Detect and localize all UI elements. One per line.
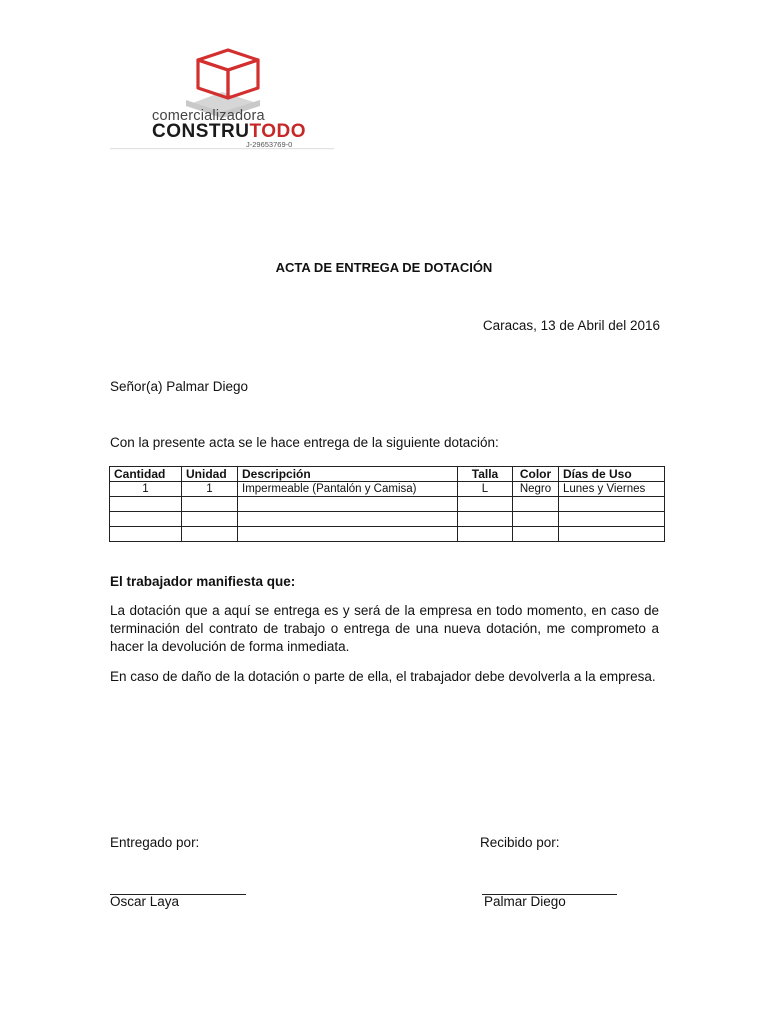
logo-id-number: J-29653769-0 [246, 140, 293, 149]
cell-talla [458, 527, 513, 542]
statement-paragraph-2: En caso de daño de la dotación o parte de ella, el trabajador debe devolverla a la empresa. [110, 669, 656, 684]
cell-dias-de-uso: Lunes y Viernes [559, 482, 665, 497]
header-descripcion: Descripción [238, 467, 458, 482]
cell-cantidad: 1 [110, 482, 182, 497]
cell-cantidad [110, 512, 182, 527]
header-dias-de-uso: Días de Uso [559, 467, 665, 482]
header-color: Color [513, 467, 559, 482]
received-by-name: Palmar Diego [484, 894, 566, 909]
place-date: Caracas, 13 de Abril del 2016 [482, 318, 660, 333]
delivered-by-label: Entregado por: [110, 835, 200, 850]
cell-color [513, 527, 559, 542]
delivered-by-name: Oscar Laya [110, 894, 180, 909]
logo-wordmark-dark: CONSTRU [152, 121, 250, 142]
cell-talla [458, 512, 513, 527]
logo-wordmark-red: TODO [249, 121, 306, 142]
header-talla: Talla [458, 467, 513, 482]
cell-color [513, 497, 559, 512]
dotacion-table [109, 466, 665, 542]
header-unidad: Unidad [182, 467, 238, 482]
cell-talla [458, 497, 513, 512]
statement-paragraph-1: La dotación que a aquí se entrega es y será de la empresa en todo momento, en caso de terminación del contrato de trabajo o entrega de una nueva dotación, me comprometo a hacer la devolución de forma inmediata. [110, 603, 659, 654]
cell-dias-de-uso [559, 512, 665, 527]
cell-unidad [182, 527, 238, 542]
cell-dias-de-uso [559, 527, 665, 542]
cell-color [513, 512, 559, 527]
cell-descripcion: Impermeable (Pantalón y Camisa) [238, 482, 458, 497]
received-by-label: Recibido por: [480, 835, 560, 850]
cell-unidad: 1 [182, 482, 238, 497]
table-row [110, 497, 665, 512]
cell-descripcion [238, 527, 458, 542]
header-cantidad: Cantidad [110, 467, 182, 482]
cell-talla: L [458, 482, 513, 497]
table-row [110, 482, 665, 497]
cell-descripcion [238, 512, 458, 527]
addressee: Señor(a) Palmar Diego [110, 379, 249, 394]
table-header-row [110, 467, 665, 482]
cell-cantidad [110, 527, 182, 542]
cell-cantidad [110, 497, 182, 512]
cell-dias-de-uso [559, 497, 665, 512]
document-title: ACTA DE ENTREGA DE DOTACIÓN [275, 260, 493, 275]
table-row [110, 512, 665, 527]
intro-text: Con la presente acta se le hace entrega de la siguiente dotación: [110, 435, 499, 450]
cell-unidad [182, 512, 238, 527]
table-row [110, 527, 665, 542]
statement-heading: El trabajador manifiesta que: [110, 574, 296, 589]
cell-descripcion [238, 497, 458, 512]
cell-color: Negro [513, 482, 559, 497]
cell-unidad [182, 497, 238, 512]
logo-subtitle: comercializadora [152, 108, 265, 124]
